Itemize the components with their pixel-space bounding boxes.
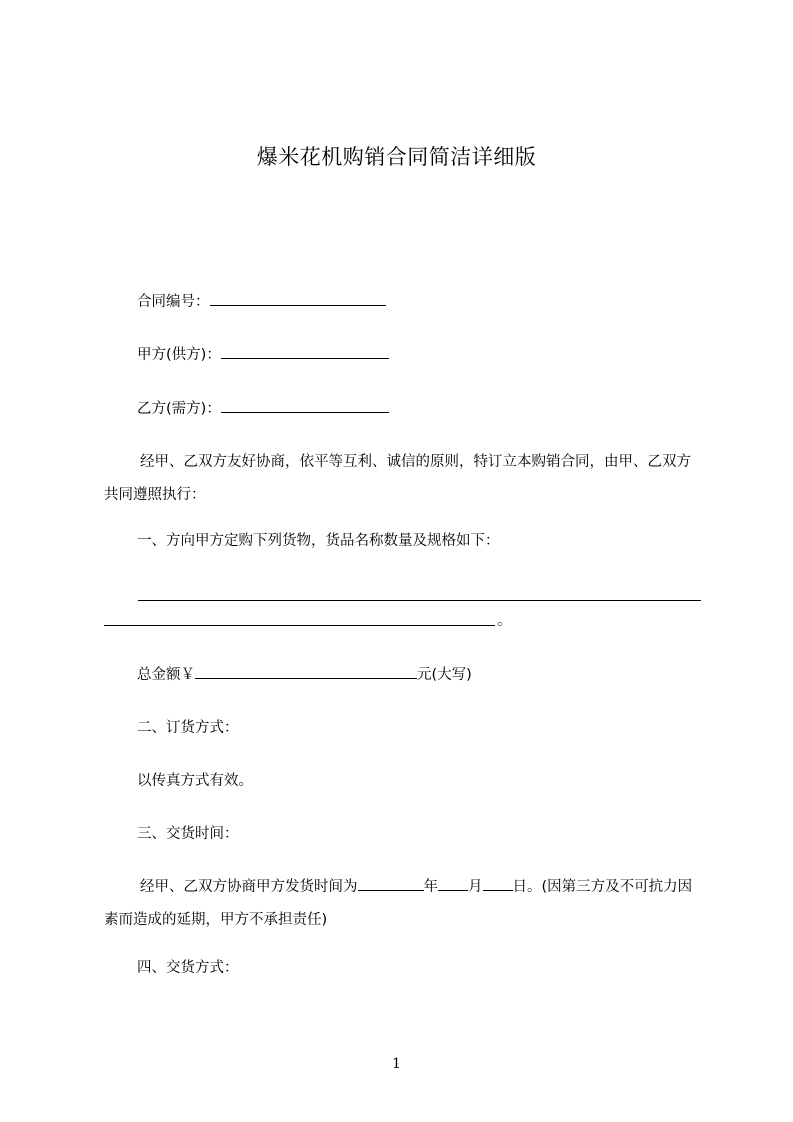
delivery-day-blank <box>483 876 513 891</box>
contract-number-line <box>137 291 386 312</box>
party-a-label: 甲方(供方)： <box>137 347 221 363</box>
party-b-line <box>137 398 389 419</box>
section-2-body: 以传真方式有效。 <box>137 773 253 789</box>
delivery-year-blank <box>358 876 424 891</box>
section-2-heading: 二、订货方式： <box>137 720 239 736</box>
intro-text: 经甲、乙双方友好协商，依平等互利、诚信的原则，特订立本购销合同，由甲、乙双方共同遵照执行： <box>104 454 691 503</box>
delivery-year-label: 年 <box>423 879 438 895</box>
delivery-day-text: 日。(因第三方及不可抗力因素而造成的延期，甲方不承担责任) <box>104 879 693 928</box>
party-a-blank <box>221 344 389 359</box>
contract-number-label: 合同编号： <box>137 294 210 310</box>
party-b-blank <box>221 398 389 413</box>
total-amount-suffix: 元(大写) <box>417 667 472 683</box>
section-3-heading: 三、交货时间： <box>137 826 239 842</box>
contract-number-blank <box>210 291 386 306</box>
delivery-month-blank <box>438 876 468 891</box>
delivery-paragraph <box>104 871 704 937</box>
delivery-month-label: 月 <box>468 879 483 895</box>
page-title: 爆米花机购销合同简洁详细版 <box>256 145 537 169</box>
page-number: 1 <box>392 1056 401 1072</box>
section-1-heading: 一、方向甲方定购下列货物，货品名称数量及规格如下： <box>137 533 500 549</box>
goods-period: 。 <box>497 613 512 629</box>
party-a-line <box>137 344 389 365</box>
party-b-label: 乙方(需方)： <box>137 401 221 417</box>
goods-blank-line-2 <box>104 625 495 626</box>
total-amount-line <box>137 664 472 685</box>
delivery-text: 经甲、乙双方协商甲方发货时间为 <box>140 879 358 895</box>
total-amount-label: 总金额￥ <box>137 667 195 683</box>
goods-blank-line-1 <box>138 600 701 601</box>
section-4-heading: 四、交货方式： <box>137 960 239 976</box>
total-amount-blank <box>195 664 417 679</box>
intro-paragraph <box>104 446 704 512</box>
